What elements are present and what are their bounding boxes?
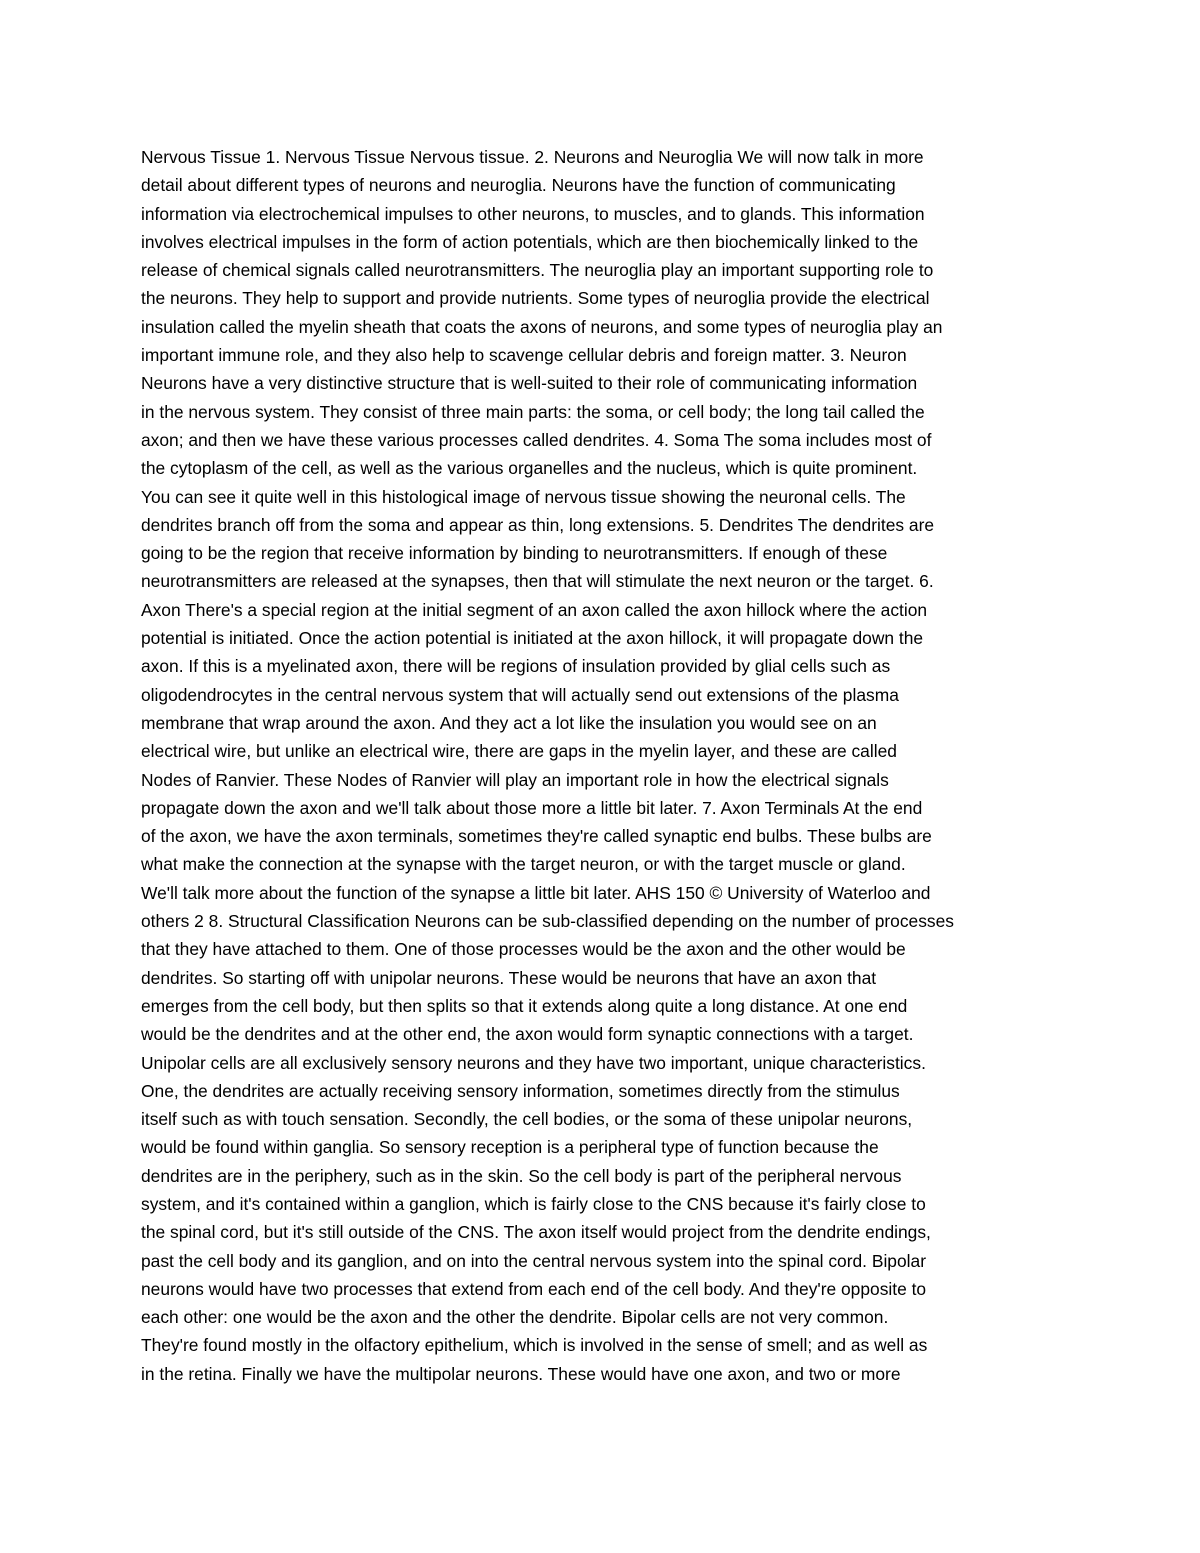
text-line: of the axon, we have the axon terminals, sometimes they're called synaptic end bulbs. These bulbs are	[141, 826, 932, 847]
text-line: each other: one would be the axon and the other the dendrite. Bipolar cells are not very common.	[141, 1307, 889, 1328]
text-line: would be found within ganglia. So sensory reception is a peripheral type of function because the	[141, 1137, 879, 1158]
text-line: dendrites are in the periphery, such as in the skin. So the cell body is part of the peripheral nervous	[141, 1165, 902, 1186]
text-line: system, and it's contained within a ganglion, which is fairly close to the CNS because it's fairly close to	[141, 1193, 926, 1214]
text-line: One, the dendrites are actually receiving sensory information, sometimes directly from the stimulus	[141, 1080, 900, 1101]
text-line: Unipolar cells are all exclusively sensory neurons and they have two important, unique characteristics.	[141, 1052, 926, 1073]
text-line: axon; and then we have these various processes called dendrites. 4. Soma The soma includes most of	[141, 429, 932, 450]
text-line: Nervous Tissue 1. Nervous Tissue Nervous tissue. 2. Neurons and Neuroglia We will now talk in more	[141, 147, 924, 167]
text-line: what make the connection at the synapse with the target neuron, or with the target muscle or gland.	[141, 854, 906, 875]
text-line: You can see it quite well in this histological image of nervous tissue showing the neuronal cells. The	[141, 486, 906, 507]
text-line: Axon There's a special region at the initial segment of an axon called the axon hillock where the action	[141, 599, 928, 620]
text-line: neurotransmitters are released at the synapses, then that will stimulate the next neuron or the target. 6.	[141, 571, 934, 592]
text-line: past the cell body and its ganglion, and on into the central nervous system into the spinal cord. Bipolar	[141, 1250, 926, 1271]
text-line: others 2 8. Structural Classification Neurons can be sub-classified depending on the number of processes	[141, 911, 954, 932]
text-line: information via electrochemical impulses to other neurons, to muscles, and to glands. This information	[141, 203, 925, 224]
text-line: the spinal cord, but it's still outside of the CNS. The axon itself would project from the dendrite endings,	[141, 1222, 931, 1243]
text-line: They're found mostly in the olfactory epithelium, which is involved in the sense of smell; and as well as	[141, 1335, 928, 1356]
text-line: going to be the region that receive information by binding to neurotransmitters. If enough of these	[141, 543, 888, 564]
text-line: Nodes of Ranvier. These Nodes of Ranvier will play an important role in how the electrical signals	[141, 769, 889, 790]
text-line: Neurons have a very distinctive structure that is well-suited to their role of communicating information	[141, 373, 918, 394]
document-body-text	[141, 143, 1061, 1388]
text-line: that they have attached to them. One of those processes would be the axon and the other would be	[141, 939, 906, 960]
text-line: axon. If this is a myelinated axon, there will be regions of insulation provided by glial cells such as	[141, 656, 891, 677]
text-line: involves electrical impulses in the form of action potentials, which are then biochemically linked to the	[141, 231, 919, 252]
text-line: potential is initiated. Once the action potential is initiated at the axon hillock, it will propagate down the	[141, 628, 924, 649]
text-line: insulation called the myelin sheath that coats the axons of neurons, and some types of neuroglia play an	[141, 316, 943, 337]
text-line: membrane that wrap around the axon. And they act a lot like the insulation you would see on an	[141, 712, 877, 733]
text-line: dendrites. So starting off with unipolar neurons. These would be neurons that have an axon that	[141, 967, 877, 988]
text-line: oligodendrocytes in the central nervous system that will actually send out extensions of the plasma	[141, 684, 899, 705]
text-line: in the nervous system. They consist of three main parts: the soma, or cell body; the long tail called the	[141, 401, 925, 422]
text-line: in the retina. Finally we have the multipolar neurons. These would have one axon, and two or more	[141, 1363, 901, 1384]
text-line: the neurons. They help to support and provide nutrients. Some types of neuroglia provide the electrical	[141, 288, 930, 309]
text-line: would be the dendrites and at the other end, the axon would form synaptic connections with a target.	[141, 1024, 914, 1045]
text-line: We'll talk more about the function of the synapse a little bit later. AHS 150 © University of Waterloo and	[141, 882, 931, 903]
text-line: itself such as with touch sensation. Secondly, the cell bodies, or the soma of these unipolar neurons,	[141, 1109, 913, 1130]
text-line: release of chemical signals called neurotransmitters. The neuroglia play an important supporting role to	[141, 260, 934, 281]
text-line: emerges from the cell body, but then splits so that it extends along quite a long distance. At one end	[141, 995, 908, 1016]
text-line: electrical wire, but unlike an electrical wire, there are gaps in the myelin layer, and these are called	[141, 741, 897, 762]
text-line: the cytoplasm of the cell, as well as the various organelles and the nucleus, which is quite prominent.	[141, 458, 918, 479]
text-line: dendrites branch off from the soma and appear as thin, long extensions. 5. Dendrites The dendrites are	[141, 514, 935, 535]
text-line: important immune role, and they also help to scavenge cellular debris and foreign matter. 3. Neuron	[141, 345, 907, 366]
text-line: propagate down the axon and we'll talk about those more a little bit later. 7. Axon Terminals At the end	[141, 797, 923, 818]
text-line: neurons would have two processes that extend from each end of the cell body. And they're opposite to	[141, 1278, 927, 1299]
text-line: detail about different types of neurons and neuroglia. Neurons have the function of communicating	[141, 175, 896, 196]
